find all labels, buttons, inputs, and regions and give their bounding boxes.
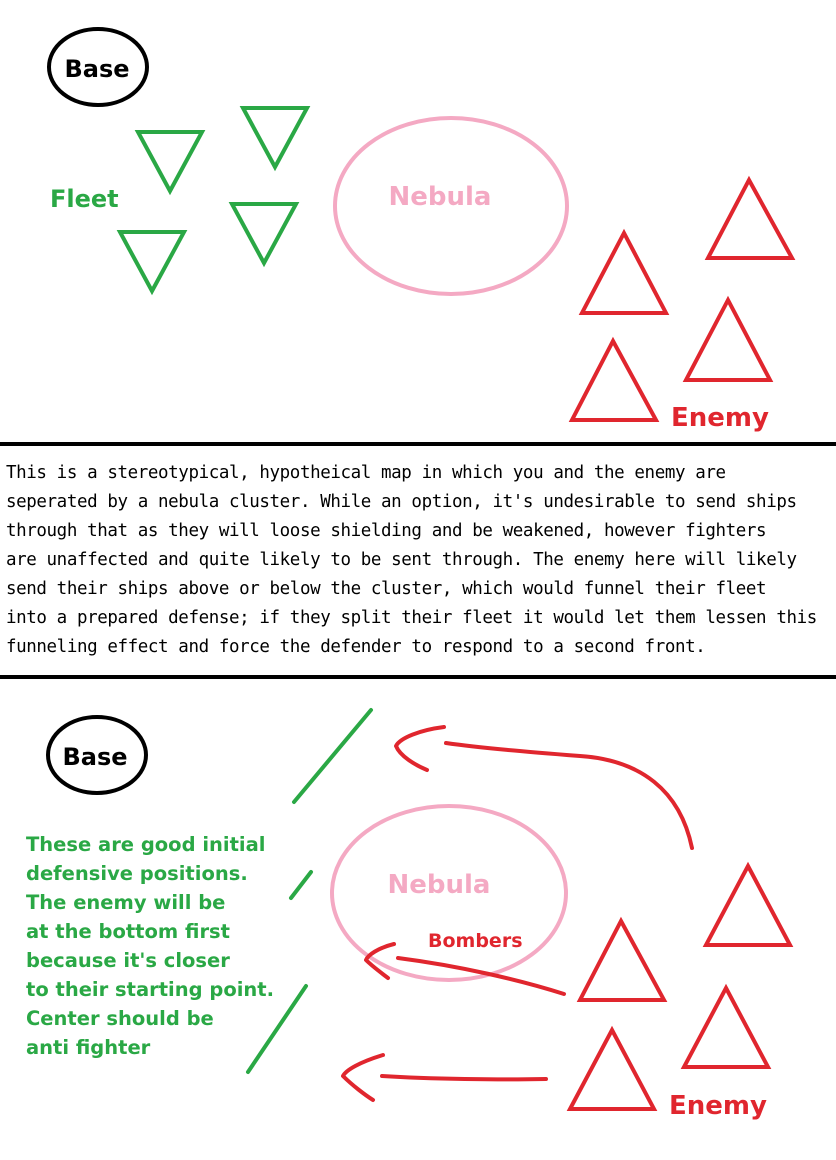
enemy-label: Enemy bbox=[671, 403, 769, 433]
fleet-label: Fleet bbox=[50, 185, 119, 213]
enemy-ship bbox=[572, 341, 656, 420]
arrow-top-head bbox=[396, 727, 444, 770]
arrow-bottom-route bbox=[382, 1076, 546, 1079]
bottom-map bbox=[26, 710, 790, 1121]
base-label: Base bbox=[62, 743, 128, 771]
top-map bbox=[49, 29, 792, 433]
note-line: The enemy will be bbox=[26, 891, 226, 914]
note-line: Center should be bbox=[26, 1007, 214, 1030]
base-label: Base bbox=[64, 55, 130, 83]
enemy-ship bbox=[708, 180, 792, 258]
note-line: anti fighter bbox=[26, 1036, 151, 1059]
note-line: because it's closer bbox=[26, 949, 230, 972]
nebula-label: Nebula bbox=[388, 182, 492, 212]
defense-line-center bbox=[291, 872, 311, 898]
defense-note bbox=[26, 833, 274, 1059]
nebula-label: Nebula bbox=[387, 870, 491, 900]
description-line: through that as they will loose shielding and be weakened, however fighters bbox=[6, 521, 767, 541]
description-line: seperated by a nebula cluster. While an option, it's undesirable to send ships bbox=[6, 492, 797, 512]
enemy-ship bbox=[706, 866, 790, 945]
defense-line-top bbox=[294, 710, 371, 802]
attack-arrows bbox=[343, 727, 692, 1100]
description-line: send their ships above or below the cluster, which would funnel their fleet bbox=[6, 579, 767, 599]
fleet-ship bbox=[120, 232, 184, 291]
note-line: to their starting point. bbox=[26, 978, 275, 1001]
fleet-ship bbox=[232, 204, 296, 263]
fleet-ships bbox=[120, 108, 307, 291]
description-line: into a prepared defense; if they split their fleet it would let them lessen this bbox=[6, 608, 817, 628]
enemy-ship bbox=[582, 233, 666, 313]
enemy-ship bbox=[580, 921, 664, 1000]
description-line: are unaffected and quite likely to be sent through. The enemy here will likely bbox=[6, 550, 797, 570]
description-text bbox=[6, 459, 832, 662]
note-line: defensive positions. bbox=[26, 862, 248, 885]
note-line: at the bottom first bbox=[26, 920, 230, 943]
note-line: These are good initial bbox=[26, 833, 266, 856]
fleet-ship bbox=[138, 132, 202, 191]
defensive-lines bbox=[248, 710, 371, 1072]
bombers-label: Bombers bbox=[428, 930, 523, 952]
arrow-top-route bbox=[446, 743, 692, 848]
description-line: This is a stereotypical, hypotheical map in which you and the enemy are bbox=[6, 463, 726, 483]
fleet-ship bbox=[243, 108, 307, 167]
description-line: funneling effect and force the defender to respond to a second front. bbox=[6, 637, 706, 657]
enemy-label: Enemy bbox=[669, 1091, 767, 1121]
enemy-ship bbox=[684, 988, 768, 1067]
enemy-ships bbox=[572, 180, 792, 420]
arrow-bottom-head bbox=[343, 1055, 383, 1100]
enemy-ship bbox=[570, 1030, 654, 1109]
enemy-ships bbox=[570, 866, 790, 1109]
enemy-ship bbox=[686, 300, 770, 380]
